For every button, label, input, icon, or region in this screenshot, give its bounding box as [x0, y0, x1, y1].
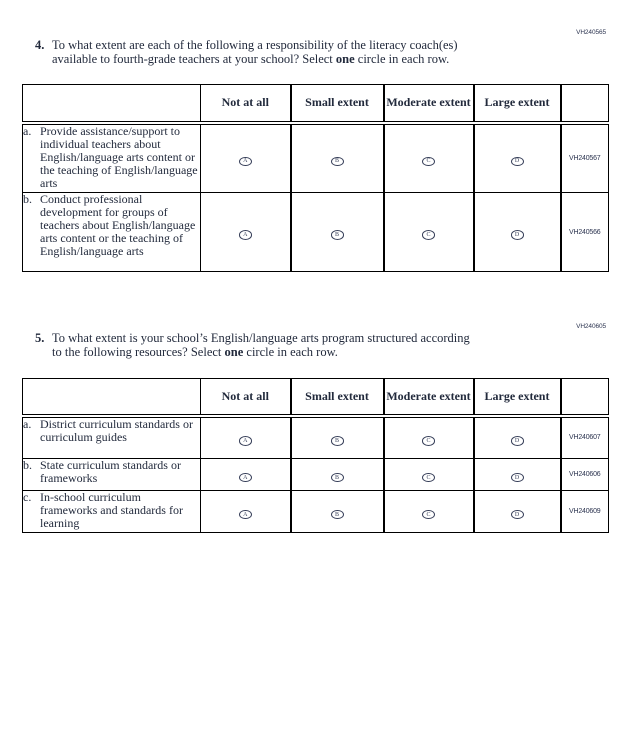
question-4-code: VH240565 [576, 29, 606, 36]
row-label: Conduct professional development for groups of teachers about English/language arts content or the teaching of English/language arts [40, 192, 196, 258]
cell-small-extent [291, 491, 384, 533]
question-4-number: 4. [35, 38, 45, 52]
cell-not-at-all [201, 416, 291, 459]
column-header-small-extent: Small extent [291, 379, 384, 416]
row-label: In-school curriculum frameworks and standards for learning [40, 490, 183, 530]
question-5-line1: To what extent is your school’s English/language arts program structured according [52, 331, 470, 345]
question-5-bold-word: one [224, 345, 244, 359]
table-header-row [23, 85, 609, 123]
cell-large-extent [474, 123, 561, 193]
answer-bubble-large-extent[interactable]: D [511, 436, 524, 446]
question-4-response-table [22, 84, 609, 272]
cell-moderate-extent [384, 123, 474, 193]
cell-small-extent [291, 193, 384, 272]
cell-moderate-extent [384, 459, 474, 491]
answer-bubble-not-at-all[interactable]: A [239, 436, 252, 446]
question-5-line2-before: to the following resources? Select [52, 345, 225, 359]
question-4-line2-after: circle in each row. [354, 52, 450, 66]
row-label-cell [23, 193, 201, 272]
row-label: State curriculum standards or frameworks [40, 458, 181, 485]
question-4-line1: To what extent are each of the following a responsibility of the literacy coach(es) [52, 38, 458, 52]
row-label-cell [23, 123, 201, 193]
column-header-large-extent: Large extent [474, 379, 561, 416]
cell-not-at-all [201, 491, 291, 533]
answer-bubble-large-extent[interactable]: D [511, 230, 524, 240]
question-5-number: 5. [35, 331, 45, 345]
row-code: VH240567 [561, 123, 609, 193]
answer-bubble-large-extent[interactable]: D [511, 157, 524, 167]
column-header-small-extent: Small extent [291, 85, 384, 123]
answer-bubble-small-extent[interactable]: B [331, 230, 344, 240]
row-code: VH240607 [561, 416, 609, 459]
question-4-text [52, 38, 564, 66]
cell-moderate-extent [384, 193, 474, 272]
question-5 [35, 331, 564, 359]
column-header-not-at-all: Not at all [201, 379, 291, 416]
cell-not-at-all [201, 459, 291, 491]
answer-bubble-moderate-extent[interactable]: C [422, 510, 435, 520]
table-row [23, 491, 609, 533]
stub-header-cell [23, 379, 201, 416]
cell-not-at-all [201, 193, 291, 272]
question-4-line2-before: available to fourth-grade teachers at your school? Select [52, 52, 336, 66]
row-code: VH240566 [561, 193, 609, 272]
row-label-cell [23, 459, 201, 491]
question-4 [35, 38, 564, 66]
stub-header-cell [23, 85, 201, 123]
answer-bubble-moderate-extent[interactable]: C [422, 230, 435, 240]
column-header-moderate-extent: Moderate extent [384, 379, 474, 416]
answer-bubble-not-at-all[interactable]: A [239, 230, 252, 240]
answer-bubble-moderate-extent[interactable]: C [422, 436, 435, 446]
column-header-not-at-all: Not at all [201, 85, 291, 123]
answer-bubble-moderate-extent[interactable]: C [422, 473, 435, 483]
cell-large-extent [474, 416, 561, 459]
question-5-code: VH240605 [576, 323, 606, 330]
row-label: District curriculum standards or curriculum guides [40, 416, 193, 444]
answer-bubble-large-extent[interactable]: D [511, 510, 524, 520]
answer-bubble-small-extent[interactable]: B [331, 436, 344, 446]
table-row [23, 123, 609, 193]
answer-bubble-not-at-all[interactable]: A [239, 510, 252, 520]
cell-large-extent [474, 193, 561, 272]
answer-bubble-not-at-all[interactable]: A [239, 157, 252, 167]
row-code: VH240606 [561, 459, 609, 491]
answer-bubble-small-extent[interactable]: B [331, 473, 344, 483]
question-4-bold-word: one [335, 52, 355, 66]
column-header-moderate-extent: Moderate extent [384, 85, 474, 123]
cell-small-extent [291, 123, 384, 193]
cell-large-extent [474, 491, 561, 533]
code-header-cell [561, 85, 609, 123]
answer-bubble-moderate-extent[interactable]: C [422, 157, 435, 167]
column-header-large-extent: Large extent [474, 85, 561, 123]
cell-small-extent [291, 459, 384, 491]
answer-bubble-not-at-all[interactable]: A [239, 473, 252, 483]
answer-bubble-large-extent[interactable]: D [511, 473, 524, 483]
row-letter: b. [23, 458, 32, 472]
question-5-line2-after: circle in each row. [243, 345, 338, 359]
table-header-row [23, 379, 609, 416]
table-row [23, 416, 609, 459]
row-label-cell [23, 416, 201, 459]
table-row [23, 459, 609, 491]
cell-not-at-all [201, 123, 291, 193]
cell-moderate-extent [384, 491, 474, 533]
row-label: Provide assistance/support to individual teachers about English/language arts content or the teaching of English/language arts [40, 123, 198, 190]
row-letter: b. [23, 192, 32, 206]
cell-large-extent [474, 459, 561, 491]
question-5-text [52, 331, 564, 359]
answer-bubble-small-extent[interactable]: B [331, 157, 344, 167]
table-row [23, 193, 609, 272]
row-label-cell [23, 491, 201, 533]
row-letter: a. [23, 416, 32, 431]
cell-moderate-extent [384, 416, 474, 459]
row-letter: c. [23, 490, 32, 504]
row-letter: a. [23, 123, 32, 138]
code-header-cell [561, 379, 609, 416]
question-5-response-table [22, 378, 609, 533]
cell-small-extent [291, 416, 384, 459]
row-code: VH240609 [561, 491, 609, 533]
answer-bubble-small-extent[interactable]: B [331, 510, 344, 520]
